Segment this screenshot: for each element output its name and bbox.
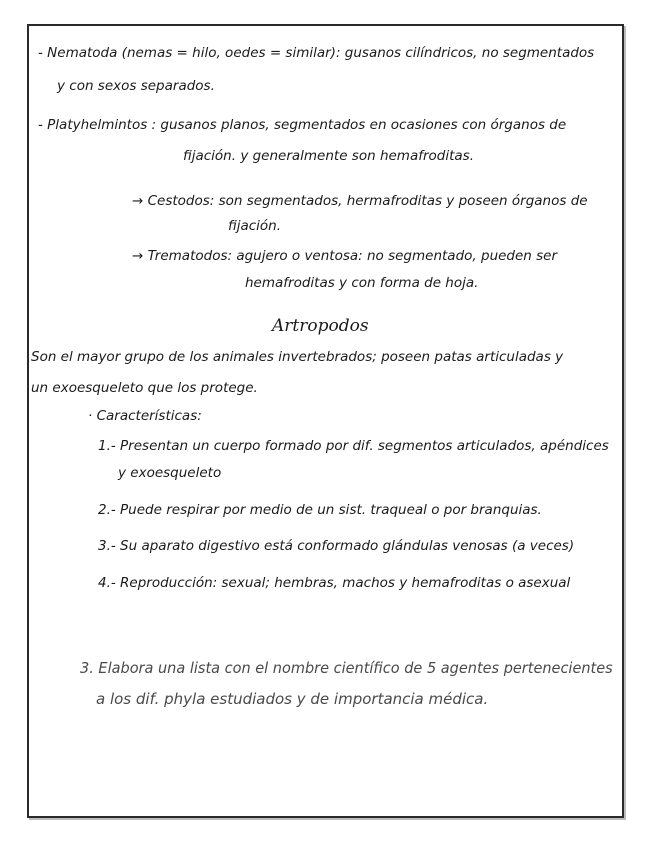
caracteristica-4: 4.- Reproducción: sexual; hembras, machos y hemafroditas o asexual xyxy=(98,575,571,591)
caracteristica-2: 2.- Puede respirar por medio de un sist. traqueal o por branquias. xyxy=(98,502,542,518)
caracteristicas-heading: · Características: xyxy=(88,408,202,424)
question-3-line-1: 3. Elabora una lista con el nombre científico de 5 agentes pertenecientes xyxy=(80,659,613,677)
nematoda-line-1: - Nematoda (nemas = hilo, oedes = similar): gusanos cilíndricos, no segmentados xyxy=(38,45,595,61)
cestodos-line-1: → Cestodos: son segmentados, hermafroditas y poseen órganos de xyxy=(132,193,588,209)
trematodos-line-1: → Trematodos: agujero o ventosa: no segmentado, pueden ser xyxy=(132,248,558,264)
question-3-line-2: a los dif. phyla estudiados y de importancia médica. xyxy=(96,690,489,708)
artropodos-title: Artropodos xyxy=(272,316,369,336)
platyhelmintos-line-1: - Platyhelmintos : gusanos planos, segmentados en ocasiones con órganos de xyxy=(38,117,567,133)
nematoda-line-2: y con sexos separados. xyxy=(57,78,215,94)
caracteristica-3: 3.- Su aparato digestivo está conformado glándulas venosas (a veces) xyxy=(98,538,575,554)
caracteristica-1-line-1: 1.- Presentan un cuerpo formado por dif. segmentos articulados, apéndices xyxy=(98,438,609,454)
cestodos-line-2: fijación. xyxy=(228,218,282,234)
artropodos-intro-line-2: un exoesqueleto que los protege. xyxy=(31,380,258,396)
trematodos-line-2: hemafroditas y con forma de hoja. xyxy=(245,275,479,291)
caracteristica-1-line-2: y exoesqueleto xyxy=(118,465,222,481)
platyhelmintos-line-2: fijación. y generalmente son hemafroditas. xyxy=(183,148,475,164)
artropodos-intro-line-1: Son el mayor grupo de los animales invertebrados; poseen patas articuladas y xyxy=(31,349,564,365)
